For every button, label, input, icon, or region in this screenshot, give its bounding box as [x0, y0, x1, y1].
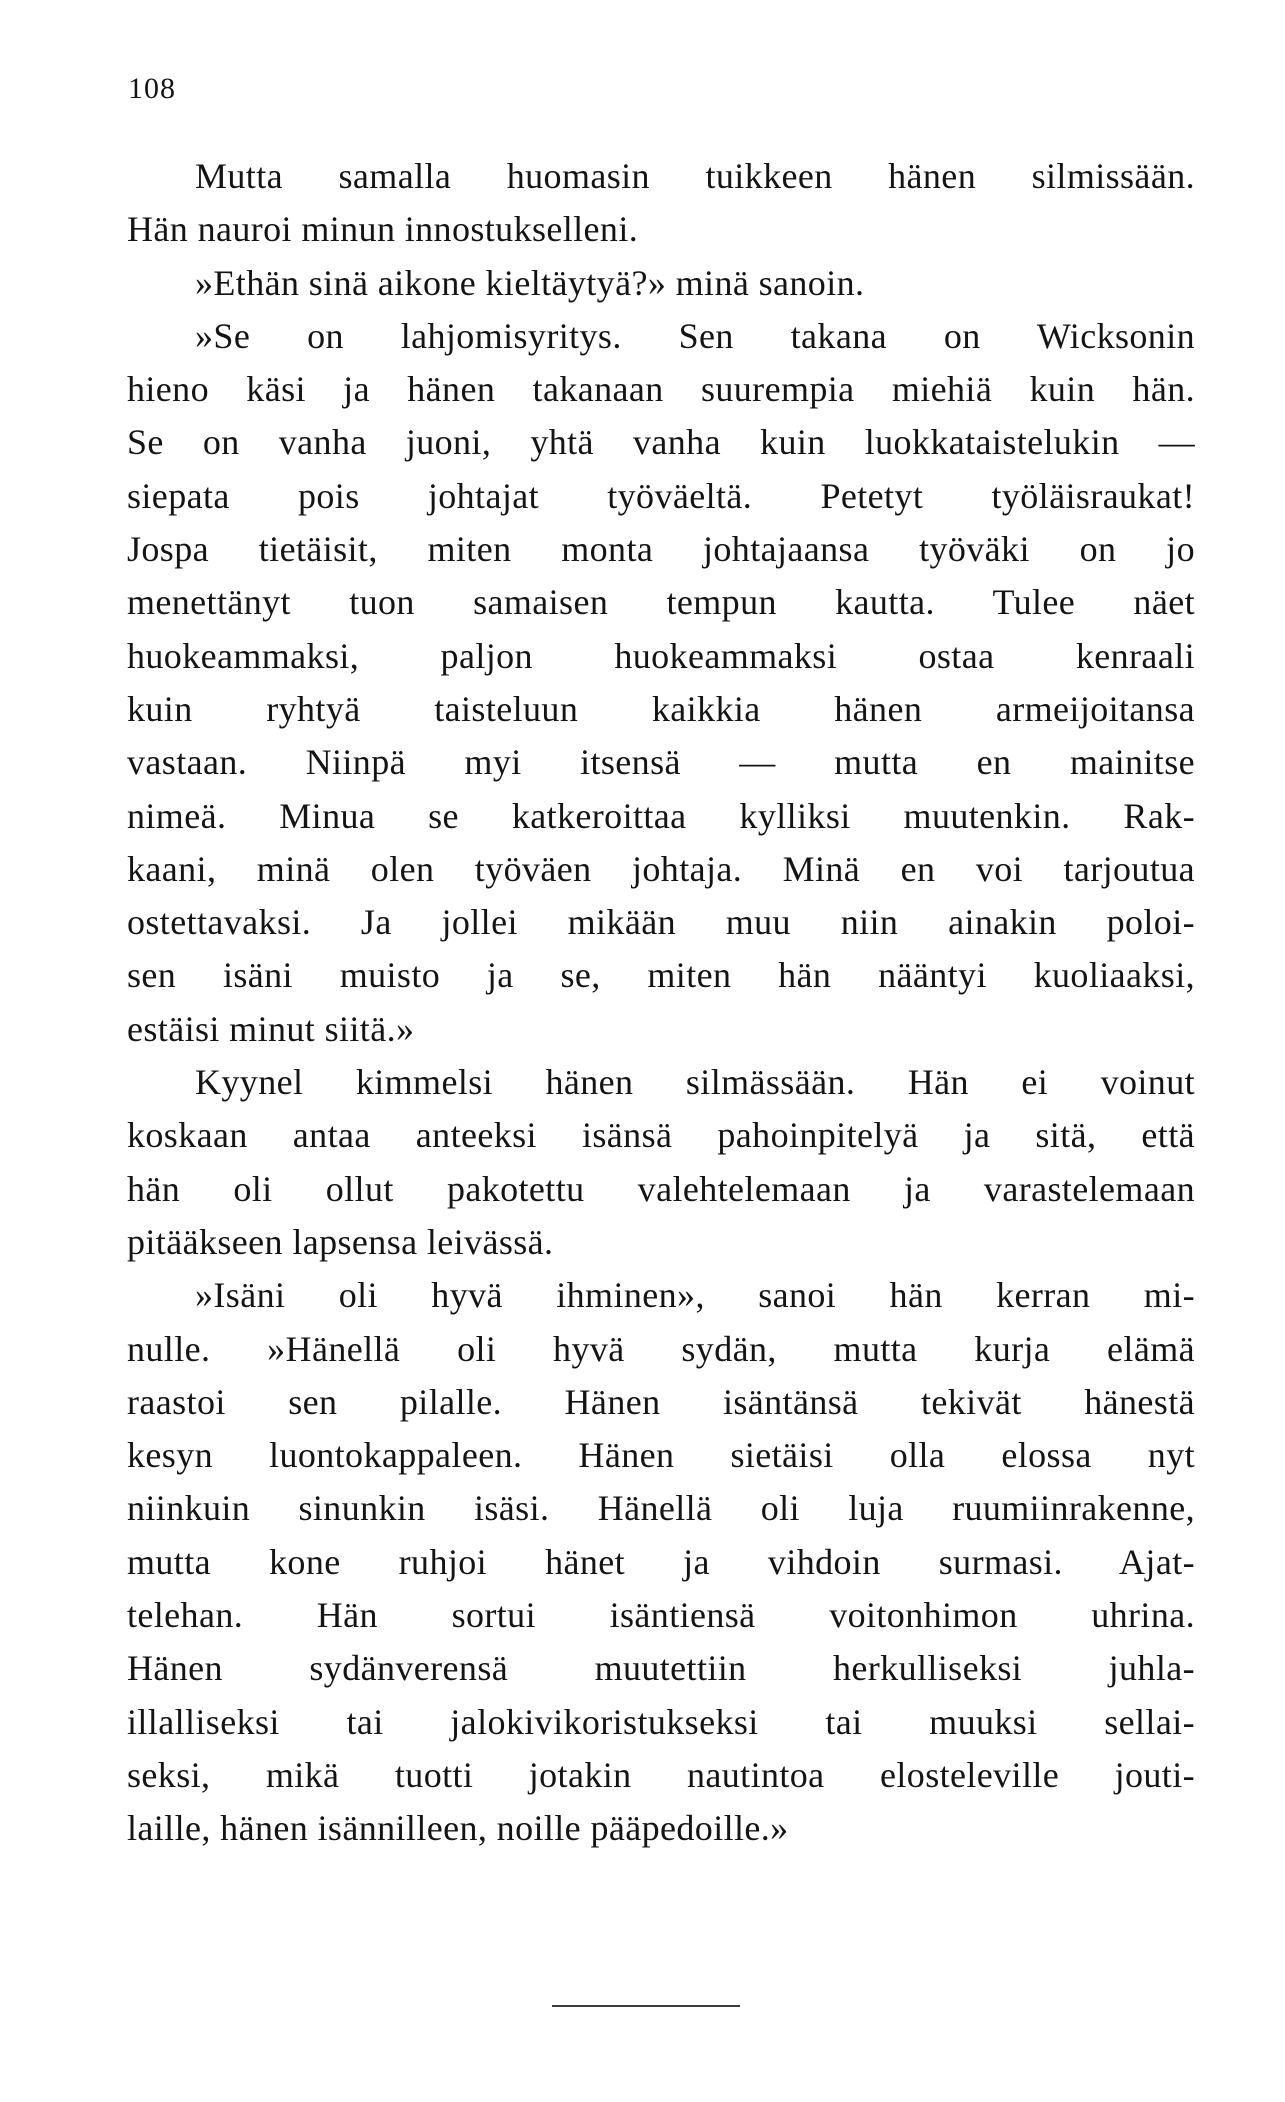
text-line: Hänen sydänverensä muutettiin herkulliseksi juhla- [127, 1648, 1195, 1689]
text-line: kaani, minä olen työväen johtaja. Minä en voi tarjoutua [127, 848, 1195, 889]
text-line: laille, hänen isännilleen, noille pääpedoille.» [127, 1808, 789, 1849]
text-line: niinkuin sinunkin isäsi. Hänellä oli luja ruumiinrakenne, [127, 1488, 1195, 1529]
text-line: telehan. Hän sortui isäntiensä voitonhimon uhrina. [127, 1595, 1195, 1636]
text-line: pitääkseen lapsensa leivässä. [127, 1221, 554, 1262]
text-line: nimeä. Minua se katkeroittaa kylliksi muutenkin. Rak- [127, 795, 1195, 836]
text-line: kuin ryhtyä taisteluun kaikkia hänen armeijoitansa [127, 688, 1195, 729]
text-line: Kyynel kimmelsi hänen silmässään. Hän ei voinut [195, 1062, 1195, 1103]
text-line: koskaan antaa anteeksi isänsä pahoinpitelyä ja sitä, että [127, 1115, 1195, 1156]
section-end-rule [552, 2005, 740, 2007]
text-line: illalliseksi tai jalokivikoristukseksi tai muuksi sellai- [127, 1701, 1195, 1742]
text-line: huokeammaksi, paljon huokeammaksi ostaa kenraali [127, 635, 1195, 676]
text-line: hän oli ollut pakotettu valehtelemaan ja varastelemaan [127, 1168, 1195, 1209]
text-line: sen isäni muisto ja se, miten hän nääntyi kuoliaaksi, [127, 955, 1195, 996]
page-number: 108 [128, 72, 176, 105]
body-text [127, 150, 1195, 1856]
text-line: raastoi sen pilalle. Hänen isäntänsä tekivät hänestä [127, 1381, 1195, 1422]
text-line: mutta kone ruhjoi hänet ja vihdoin surmasi. Ajat- [127, 1541, 1195, 1582]
text-line: Mutta samalla huomasin tuikkeen hänen silmissään. [195, 156, 1195, 196]
text-line: Se on vanha juoni, yhtä vanha kuin luokkataistelukin — [127, 422, 1195, 463]
text-line: menettänyt tuon samaisen tempun kautta. Tulee näet [127, 582, 1195, 623]
text-line: »Ethän sinä aikone kieltäytyä?» minä sanoin. [195, 262, 865, 303]
text-line: ostettavaksi. Ja jollei mikään muu niin ainakin poloi- [127, 902, 1195, 943]
text-line: estäisi minut siitä.» [127, 1008, 415, 1049]
text-line: nulle. »Hänellä oli hyvä sydän, mutta kurja elämä [127, 1328, 1195, 1369]
text-line: kesyn luontokappaleen. Hänen sietäisi olla elossa nyt [127, 1435, 1195, 1476]
text-line: Jospa tietäisit, miten monta johtajaansa työväki on jo [127, 529, 1195, 570]
text-line: seksi, mikä tuotti jotakin nautintoa elosteleville jouti- [127, 1754, 1195, 1795]
text-line: Hän nauroi minun innostukselleni. [127, 209, 639, 250]
text-line: »Se on lahjomisyritys. Sen takana on Wicksonin [195, 315, 1195, 356]
text-line: vastaan. Niinpä myi itsensä — mutta en mainitse [127, 742, 1195, 783]
text-line: siepata pois johtajat työväeltä. Petetyt työläisraukat! [127, 475, 1195, 516]
text-line: »Isäni oli hyvä ihminen», sanoi hän kerran mi- [195, 1275, 1195, 1316]
text-line: hieno käsi ja hänen takanaan suurempia miehiä kuin hän. [127, 369, 1195, 410]
